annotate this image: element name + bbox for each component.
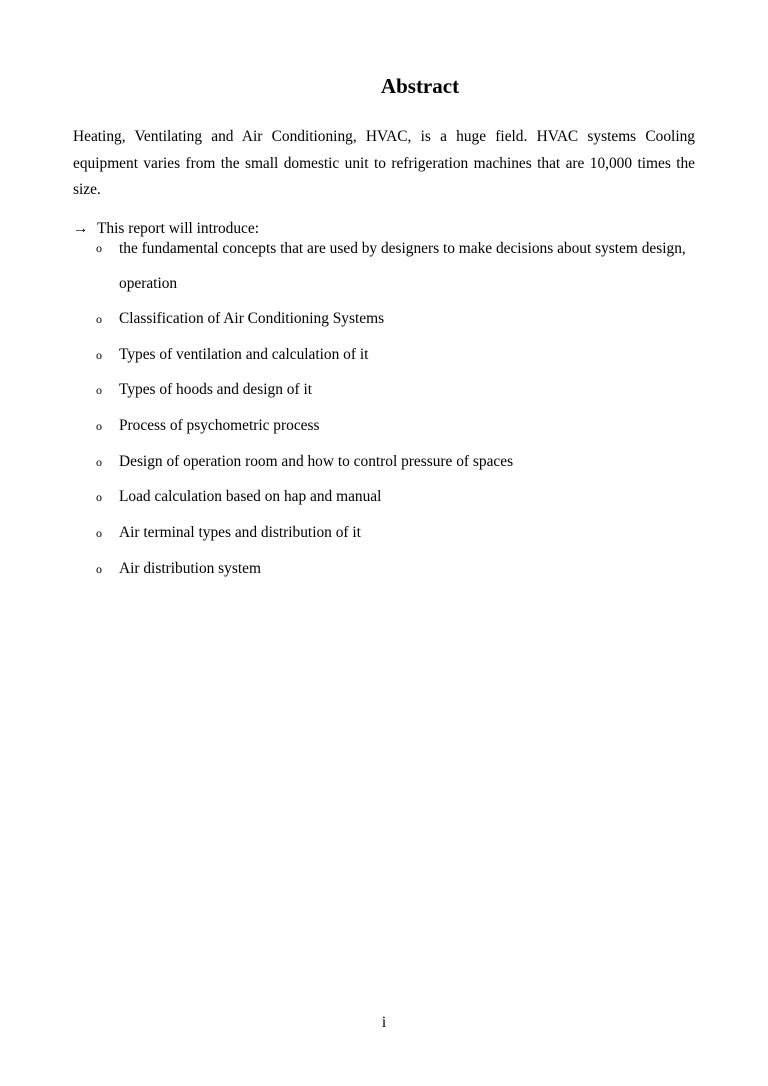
circle-bullet-icon: o bbox=[96, 347, 102, 362]
list-item bbox=[96, 416, 706, 436]
list-item bbox=[96, 309, 706, 329]
list-item-text: Load calculation based on hap and manual bbox=[119, 488, 382, 506]
list-item bbox=[96, 452, 706, 472]
page-title: Abstract bbox=[380, 74, 460, 98]
list-item bbox=[96, 523, 706, 543]
list-item bbox=[96, 231, 706, 301]
circle-bullet-icon: o bbox=[96, 561, 102, 576]
list-item-text: Types of hoods and design of it bbox=[119, 381, 312, 399]
list-item-text: Air distribution system bbox=[119, 559, 261, 577]
page-number: i bbox=[381, 1014, 387, 1031]
circle-bullet-icon: o bbox=[96, 419, 102, 434]
list-item bbox=[96, 345, 706, 365]
circle-bullet-icon: o bbox=[96, 312, 102, 326]
circle-bullet-icon: o bbox=[96, 526, 102, 541]
circle-bullet-icon: o bbox=[96, 383, 102, 398]
topic-list bbox=[96, 238, 706, 595]
list-item bbox=[96, 487, 706, 507]
list-item bbox=[96, 380, 706, 400]
right-arrow-icon: → bbox=[73, 220, 89, 237]
circle-bullet-icon: o bbox=[96, 490, 102, 505]
list-item-text: Design of operation room and how to control pressure of spaces bbox=[119, 452, 514, 470]
circle-bullet-icon: o bbox=[96, 241, 102, 255]
intro-text: This report will introduce: bbox=[97, 220, 259, 237]
list-item-text: the fundamental concepts that are used by designers to make decisions about system design, operation bbox=[119, 240, 686, 292]
list-item-text: Types of ventilation and calculation of it bbox=[119, 345, 369, 363]
circle-bullet-icon: o bbox=[96, 454, 102, 469]
abstract-paragraph: Heating, Ventilating and Air Conditioning, HVAC, is a huge field. HVAC systems Cooling equipment varies from the small domestic unit to refrigeration machines that are 10,000 times the size. bbox=[73, 128, 695, 198]
list-item-text: Classification of Air Conditioning Systems bbox=[119, 310, 385, 327]
list-item bbox=[96, 559, 706, 579]
list-item-text: Air terminal types and distribution of it bbox=[119, 524, 361, 542]
list-item-text: Process of psychometric process bbox=[119, 417, 320, 435]
